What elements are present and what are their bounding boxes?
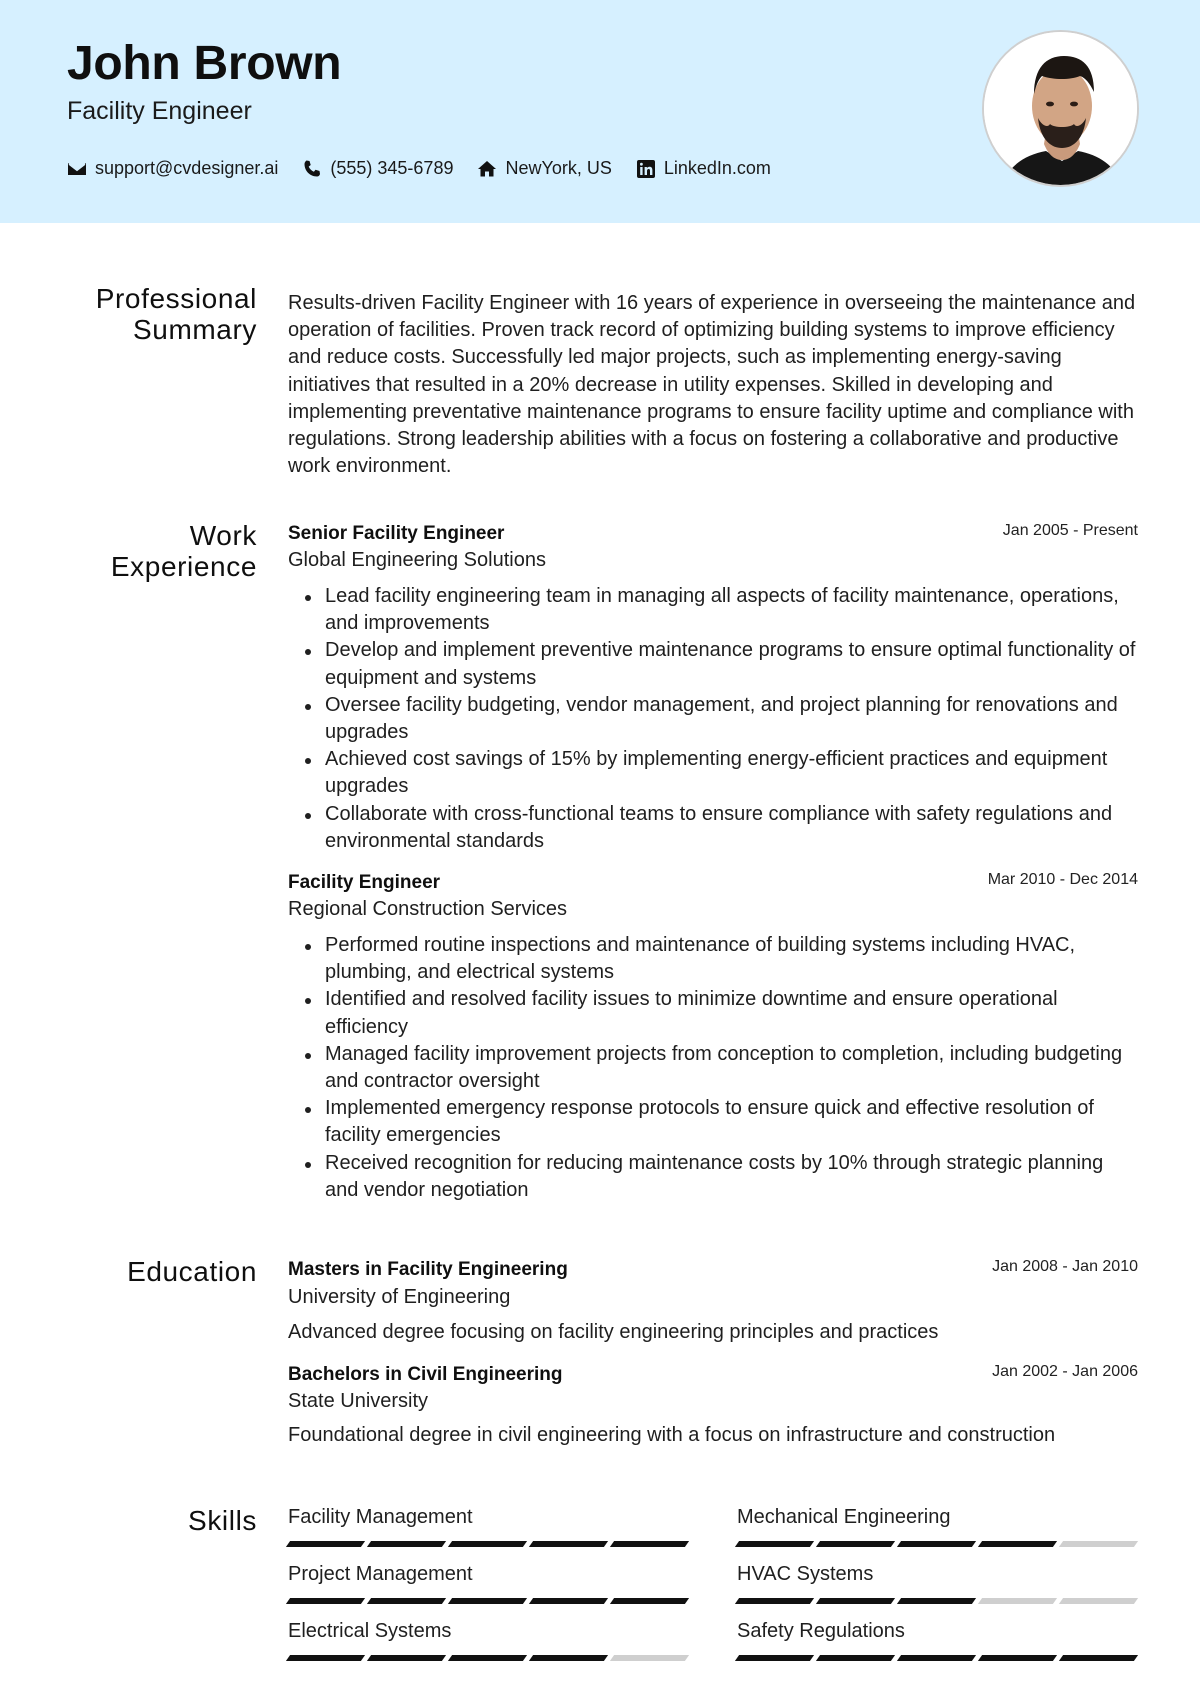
skill-segment-filled	[448, 1598, 527, 1604]
contact-email-text: support@cvdesigner.ai	[95, 158, 279, 178]
degree-school: State University	[288, 1390, 429, 1412]
skill-segment-filled	[610, 1598, 689, 1604]
job-bullet: Performed routine inspections and maintenance of building systems including HVAC, plumbing, and electrical systems	[288, 932, 1138, 986]
job-bullet: Managed facility improvement projects from conception to completion, including budgeting and contractor oversight	[288, 1041, 1138, 1095]
job-bullet: Received recognition for reducing maintenance costs by 10% through strategic planning and vendor negotiation	[288, 1150, 1138, 1204]
job-title: Senior Facility Engineer	[288, 523, 505, 544]
skill-segment-filled	[448, 1655, 527, 1661]
degree-dates: Jan 2002 - Jan 2006	[992, 1363, 1138, 1380]
skill-segment-filled	[897, 1655, 976, 1661]
skill-level-bar	[288, 1541, 690, 1549]
skill-level-bar	[737, 1598, 1139, 1606]
avatar-portrait	[984, 32, 1139, 187]
home-icon	[477, 159, 497, 179]
skill-segment-filled	[897, 1541, 976, 1547]
contact-bar	[67, 158, 795, 179]
job-dates: Mar 2010 - Dec 2014	[987, 871, 1138, 888]
job-company: Regional Construction Services	[288, 898, 568, 920]
job-bullet: Develop and implement preventive maintenance programs to ensure optimal functionality of equipment and systems	[288, 637, 1138, 691]
skill-segment-filled	[367, 1541, 446, 1547]
skill-segment-filled	[978, 1541, 1057, 1547]
envelope-icon	[67, 159, 87, 179]
degree-title: Bachelors in Civil Engineering	[288, 1364, 563, 1385]
job-dates: Jan 2005 - Present	[1002, 522, 1138, 539]
profile-photo	[982, 30, 1139, 187]
skill-segment-filled	[978, 1655, 1057, 1661]
degree-title: Masters in Facility Engineering	[288, 1259, 568, 1280]
skill-level-bar	[288, 1655, 690, 1663]
job-bullet: Implemented emergency response protocols to ensure quick and effective resolution of facility emergencies	[288, 1095, 1138, 1149]
section-label-summary: Professional Summary	[95, 283, 257, 345]
contact-location-text: NewYork, US	[505, 158, 612, 178]
skill-segment-empty	[1059, 1541, 1138, 1547]
skill-segment-filled	[816, 1541, 895, 1547]
skill-segment-filled	[286, 1541, 365, 1547]
skill-segment-filled	[897, 1598, 976, 1604]
skill-segment-filled	[529, 1598, 608, 1604]
phone-icon	[302, 159, 322, 179]
section-label-education: Education	[127, 1256, 257, 1287]
skill-segment-filled	[1059, 1655, 1138, 1661]
job-company: Global Engineering Solutions	[288, 549, 546, 571]
skill-item	[737, 1620, 1139, 1676]
job-title: Facility Engineer	[288, 872, 441, 893]
skill-segment-filled	[735, 1598, 814, 1604]
section-label-experience: Work Experience	[110, 520, 257, 582]
skill-name: Mechanical Engineering	[737, 1506, 951, 1528]
skill-segment-filled	[367, 1598, 446, 1604]
skill-level-bar	[737, 1655, 1139, 1663]
resume-header	[0, 0, 1200, 223]
degree-dates: Jan 2008 - Jan 2010	[992, 1258, 1138, 1275]
skill-segment-filled	[286, 1598, 365, 1604]
job-bullet-list	[288, 932, 1138, 1204]
skill-segment-empty	[1059, 1598, 1138, 1604]
degree-school: University of Engineering	[288, 1286, 511, 1308]
skill-item	[288, 1563, 690, 1619]
summary-text: Results-driven Facility Engineer with 16 years of experience in overseeing the maintenance and operation of facilities. Proven track record of optimizing building systems to improve efficiency and reduce costs. Successfully led major projects, such as implementing energy-saving initiatives that resulted in a 20% decrease in utility expenses. Skilled in developing and implementing preventative maintenance programs to ensure facility uptime and compliance with regulations. Strong leadership abilities with a focus on fostering a collaborative and productive work environment.	[288, 292, 1136, 478]
skill-segment-filled	[367, 1655, 446, 1661]
skill-name: Project Management	[288, 1563, 473, 1585]
contact-linkedin-text: LinkedIn.com	[663, 158, 771, 178]
contact-phone-text: (555) 345-6789	[330, 158, 454, 178]
job-bullet: Identified and resolved facility issues to minimize downtime and ensure operational efficiency	[288, 986, 1138, 1040]
skill-name: Facility Management	[288, 1506, 473, 1528]
skill-segment-filled	[529, 1655, 608, 1661]
job-bullet-list	[288, 583, 1138, 855]
candidate-name: John Brown	[67, 37, 342, 90]
skill-item	[288, 1506, 690, 1562]
section-label-skills: Skills	[188, 1505, 257, 1536]
skill-segment-filled	[610, 1541, 689, 1547]
skill-item	[737, 1563, 1139, 1619]
skill-segment-filled	[816, 1598, 895, 1604]
contact-location	[477, 158, 611, 179]
skill-level-bar	[288, 1598, 690, 1606]
job-bullet: Achieved cost savings of 15% by implementing energy-efficient practices and equipment upgrades	[288, 746, 1138, 800]
skill-segment-filled	[816, 1655, 895, 1661]
linkedin-icon	[636, 159, 656, 179]
degree-description: Advanced degree focusing on facility engineering principles and practices	[288, 1321, 939, 1343]
contact-email[interactable]	[67, 158, 278, 179]
skill-name: HVAC Systems	[737, 1563, 874, 1585]
job-bullet: Lead facility engineering team in managing all aspects of facility maintenance, operations, and improvements	[288, 583, 1138, 637]
job-bullet: Oversee facility budgeting, vendor management, and project planning for renovations and upgrades	[288, 692, 1138, 746]
contact-linkedin[interactable]	[636, 158, 771, 179]
skill-name: Safety Regulations	[737, 1620, 905, 1642]
skill-segment-empty	[610, 1655, 689, 1661]
job-bullet: Collaborate with cross-functional teams to ensure compliance with safety regulations and environmental standards	[288, 801, 1138, 855]
skill-segment-filled	[286, 1655, 365, 1661]
skill-segment-filled	[448, 1541, 527, 1547]
skill-segment-filled	[735, 1541, 814, 1547]
skill-level-bar	[737, 1541, 1139, 1549]
skill-name: Electrical Systems	[288, 1620, 452, 1642]
skill-item	[288, 1620, 690, 1676]
skill-item	[737, 1506, 1139, 1562]
skill-segment-empty	[978, 1598, 1057, 1604]
skill-segment-filled	[529, 1541, 608, 1547]
skill-segment-filled	[735, 1655, 814, 1661]
candidate-title: Facility Engineer	[67, 97, 252, 125]
contact-phone[interactable]	[302, 158, 453, 179]
degree-description: Foundational degree in civil engineering with a focus on infrastructure and construction	[288, 1424, 1056, 1446]
